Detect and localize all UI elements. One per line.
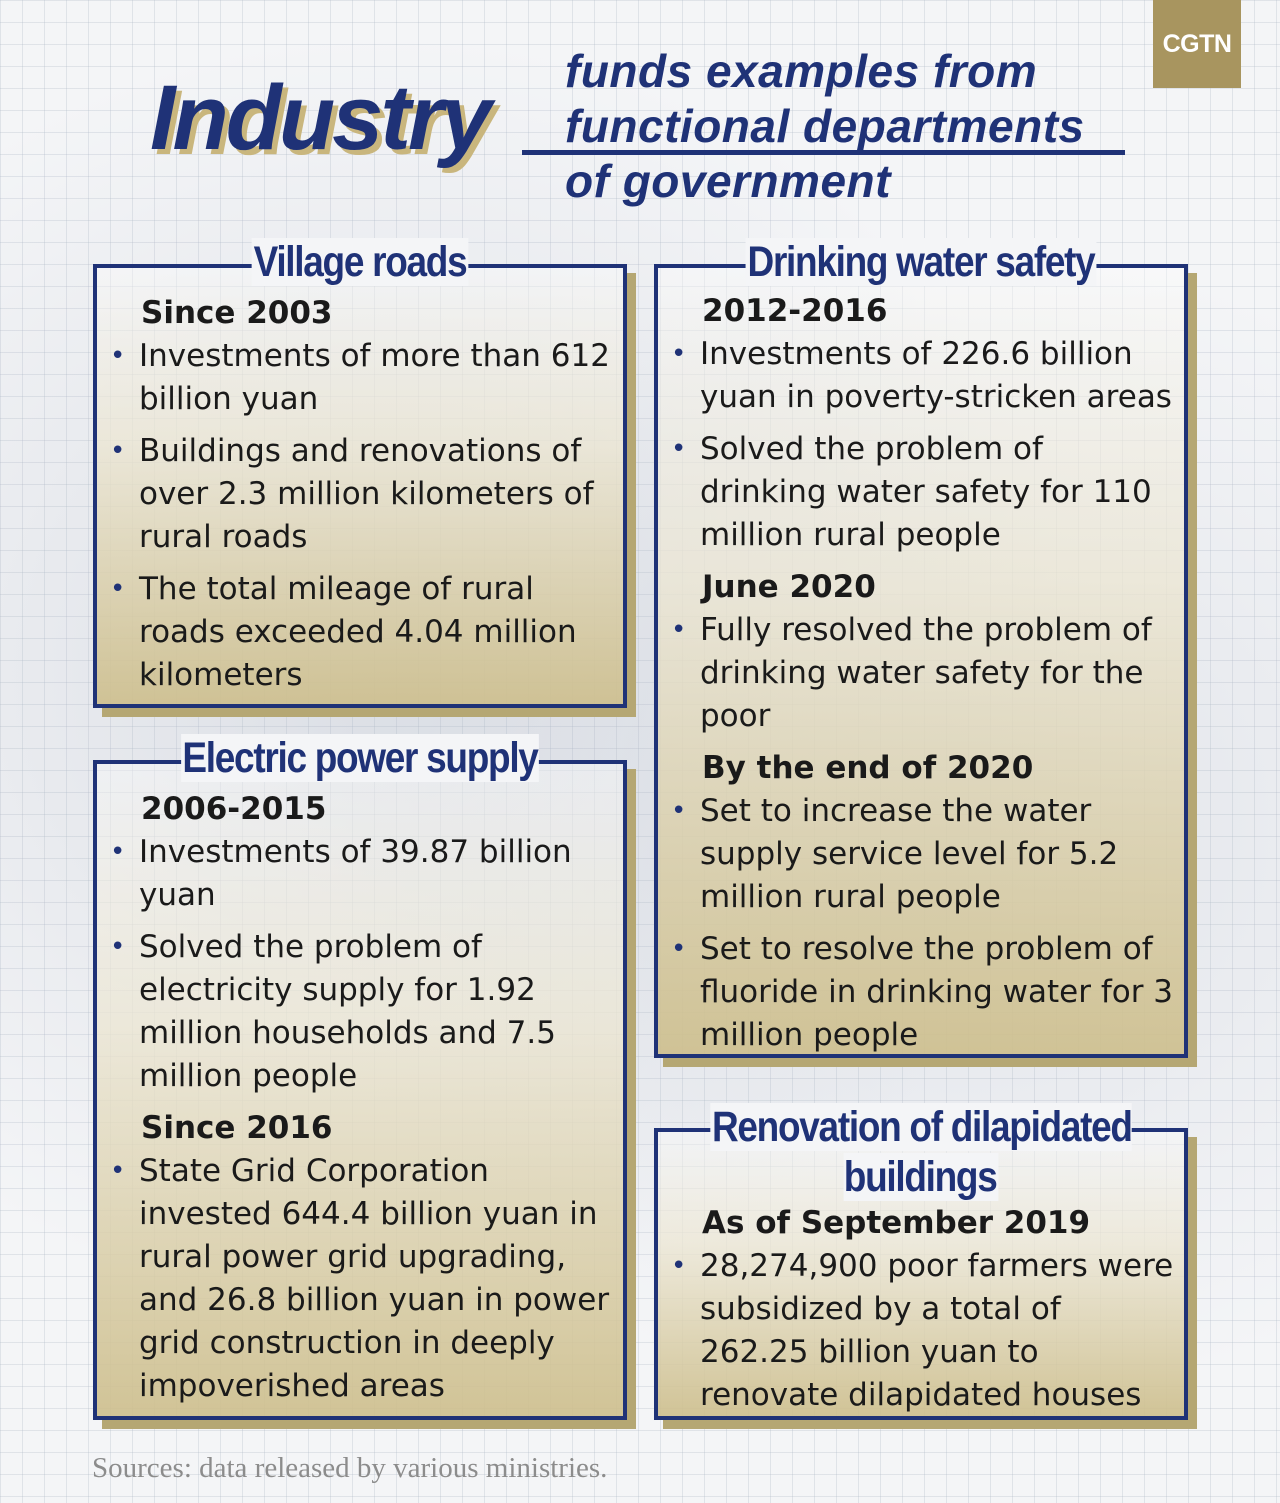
period-label: June 2020	[702, 569, 876, 605]
period-label: 2012-2016	[702, 293, 888, 329]
bullet-icon: •	[110, 1156, 126, 1186]
list-item: • Buildings and renovations of over 2.3 million kilometers of rural roads	[139, 430, 615, 559]
list-item: • State Grid Corporation invested 644.4 billion yuan in rural power grid upgrading, and 26.8 billion yuan in power grid construction in deeply impoverished areas	[139, 1150, 615, 1408]
bullet-icon: •	[110, 932, 126, 962]
list-item: • Fully resolved the problem of drinking water safety for the poor	[700, 609, 1176, 738]
bullet-icon: •	[671, 796, 687, 826]
card-title: Renovation of dilapidated buildings	[711, 1103, 1132, 1201]
list-item: • 28,274,900 poor farmers were subsidized by a total of 262.25 billion yuan to renovate dilapidated houses	[700, 1245, 1176, 1417]
card-drinking-water	[654, 238, 1188, 1058]
card-electric-power	[93, 734, 627, 1420]
bullet-icon: •	[110, 436, 126, 466]
list-item: • Solved the problem of drinking water safety for 110 million rural people	[700, 428, 1176, 557]
card-title: Electric power supply	[182, 734, 538, 782]
list-item: • Solved the problem of electricity supply for 1.92 million households and 7.5 million people	[139, 926, 615, 1098]
bullet-icon: •	[110, 341, 126, 371]
bullet-icon: •	[110, 574, 126, 604]
list-item: • The total mileage of rural roads exceeded 4.04 million kilometers	[139, 568, 615, 697]
subtitle-line: funds examples from	[565, 45, 1038, 97]
page-subtitle	[565, 44, 1165, 209]
source-note: Sources: data released by various ministries.	[92, 1452, 608, 1484]
period-label: Since 2003	[141, 295, 333, 331]
bullet-icon: •	[110, 837, 126, 867]
bullet-icon: •	[671, 434, 687, 464]
period-label: By the end of 2020	[702, 750, 1034, 786]
bullet-icon: •	[671, 615, 687, 645]
period-label: As of September 2019	[702, 1205, 1091, 1241]
page-title: Industry	[150, 67, 489, 169]
bullet-icon: •	[671, 934, 687, 964]
list-item: • Investments of 226.6 billion yuan in poverty-stricken areas	[700, 333, 1176, 419]
card-renovation	[654, 1103, 1188, 1420]
list-item: • Set to resolve the problem of fluoride in drinking water for 3 million people	[700, 928, 1176, 1057]
card-title: Village roads	[253, 238, 467, 286]
card-village-roads	[93, 238, 627, 708]
period-label: 2006-2015	[141, 791, 327, 827]
card-title: Drinking water safety	[747, 238, 1095, 286]
subtitle-line: of government	[565, 155, 891, 207]
cgtn-logo: CGTN	[1153, 0, 1241, 88]
bullet-icon: •	[671, 339, 687, 369]
list-item: • Investments of more than 612 billion yuan	[139, 335, 615, 421]
list-item: • Set to increase the water supply service level for 5.2 million rural people	[700, 790, 1176, 919]
subtitle-line: functional departments	[565, 100, 1085, 152]
list-item: • Investments of 39.87 billion yuan	[139, 831, 615, 917]
bullet-icon: •	[671, 1251, 687, 1281]
period-label: Since 2016	[141, 1110, 333, 1146]
